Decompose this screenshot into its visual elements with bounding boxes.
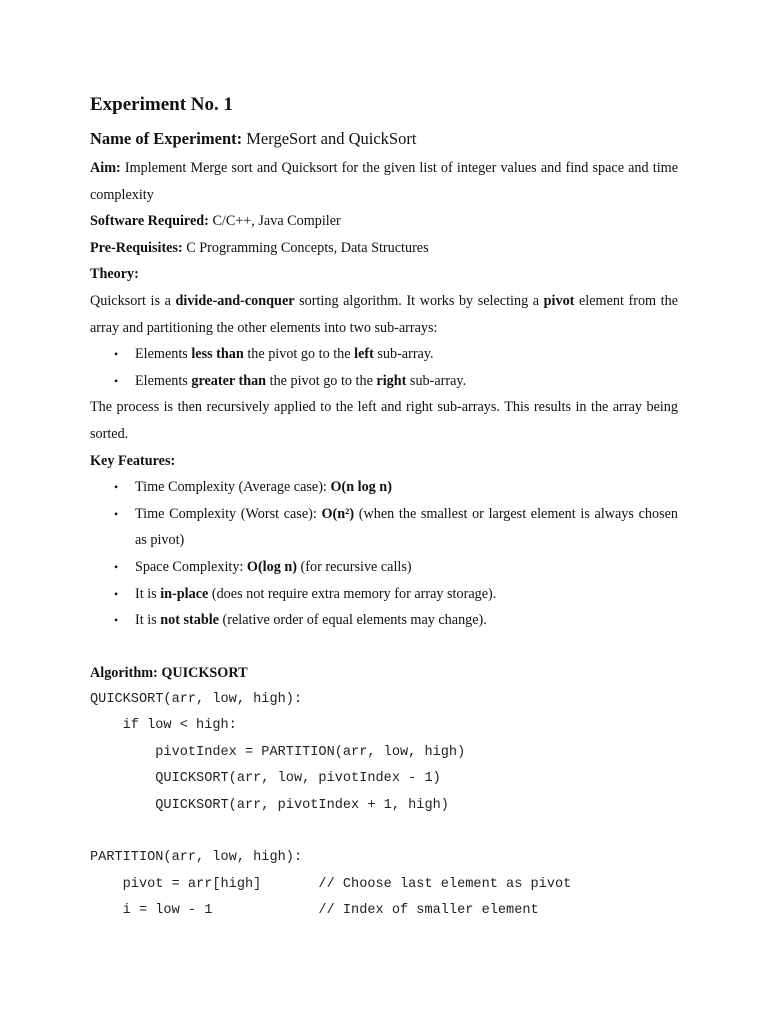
bullet-icon: •	[114, 559, 119, 574]
feature-text: It is	[135, 585, 161, 602]
bullet-bold: left	[354, 346, 374, 363]
list-item	[90, 368, 678, 395]
code-line: if low < high:	[90, 718, 237, 734]
prereq-text: C Programming Concepts, Data Structures	[182, 239, 429, 256]
feature-bold: O(n log n)	[330, 479, 392, 496]
feature-text: Space Complexity:	[135, 558, 247, 575]
code-line: QUICKSORT(arr, low, high):	[90, 691, 303, 707]
theory-intro-text: Quicksort is a	[90, 292, 176, 309]
pseudocode-block	[90, 687, 678, 925]
code-line: pivotIndex = PARTITION(arr, low, high)	[90, 744, 466, 760]
theory-intro-text: element from the array and partitioning the other elements into two sub-arrays:	[90, 292, 678, 336]
list-item	[90, 607, 678, 634]
feature-bold: in-place	[160, 585, 209, 602]
theory-outro: The process is then recursively applied to the left and right sub-arrays. This results in the array being sorted.	[90, 399, 678, 442]
features-heading	[90, 448, 678, 475]
software-text: C/C++, Java Compiler	[208, 213, 341, 230]
bullet-bold: greater than	[191, 372, 267, 389]
bullet-icon: •	[114, 506, 119, 521]
algorithm-title: Algorithm: QUICKSORT	[90, 665, 248, 682]
experiment-name	[90, 128, 416, 150]
theory-intro-bold: pivot	[543, 292, 575, 309]
code-line: i = low - 1 // Index of smaller element	[90, 903, 539, 919]
feature-text: Time Complexity (Average case):	[135, 479, 331, 496]
feature-text: (for recursive calls)	[296, 558, 412, 575]
features-label: Key Features:	[90, 452, 176, 469]
code-line: QUICKSORT(arr, pivotIndex + 1, high)	[90, 797, 449, 813]
bullet-bold: less than	[191, 346, 244, 363]
feature-text: (when the smallest or largest element is always chosen as pivot)	[135, 505, 678, 549]
code-line: QUICKSORT(arr, low, pivotIndex - 1)	[90, 771, 441, 787]
feature-text: (relative order of equal elements may change).	[218, 612, 487, 629]
bullet-text: sub-array.	[406, 372, 467, 389]
feature-bold: not stable	[160, 612, 219, 629]
theory-intro-bold: divide-and-conquer	[175, 292, 295, 309]
prereq-label: Pre-Requisites:	[90, 239, 183, 256]
bullet-icon: •	[114, 480, 119, 495]
feature-bold: O(n²)	[321, 505, 355, 522]
software-paragraph	[90, 208, 678, 235]
bullet-text: sub-array.	[373, 346, 434, 363]
software-label: Software Required:	[90, 213, 209, 230]
list-item	[90, 554, 678, 581]
bullet-icon: •	[114, 613, 119, 628]
experiment-name-label: Name of Experiment:	[90, 129, 243, 148]
aim-label: Aim:	[90, 160, 121, 176]
theory-heading	[90, 261, 678, 288]
feature-bold: O(log n)	[246, 558, 297, 575]
bullet-bold: right	[376, 372, 407, 389]
bullet-text: the pivot go to the	[266, 372, 377, 389]
list-item	[90, 501, 678, 554]
aim-paragraph	[90, 155, 678, 208]
list-item	[90, 581, 678, 608]
aim-text: Implement Merge sort and Quicksort for the given list of integer values and find space and time complexity	[90, 160, 678, 203]
prereq-paragraph	[90, 235, 678, 262]
bullet-icon: •	[114, 347, 119, 362]
feature-text: It is	[135, 612, 161, 629]
section-spacer	[90, 634, 678, 661]
theory-label: Theory:	[90, 266, 139, 283]
feature-text: (does not require extra memory for array storage).	[208, 585, 497, 602]
experiment-title: Experiment No. 1	[90, 94, 234, 115]
list-item	[90, 341, 678, 368]
code-line: pivot = arr[high] // Choose last element as pivot	[90, 876, 572, 892]
document-body	[90, 155, 678, 925]
theory-intro-text: sorting algorithm. It works by selecting a	[294, 292, 544, 309]
bullet-text: the pivot go to the	[243, 346, 355, 363]
list-item	[90, 474, 678, 501]
feature-text: Time Complexity (Worst case):	[135, 505, 322, 522]
experiment-name-value: MergeSort and QuickSort	[242, 129, 417, 148]
code-line: PARTITION(arr, low, high):	[90, 850, 303, 866]
bullet-icon: •	[114, 586, 119, 601]
features-list	[90, 474, 678, 634]
partition-bullets	[90, 341, 678, 394]
bullet-text: Elements	[135, 346, 192, 363]
theory-intro	[90, 288, 678, 341]
bullet-text: Elements	[135, 372, 192, 389]
bullet-icon: •	[114, 373, 119, 388]
